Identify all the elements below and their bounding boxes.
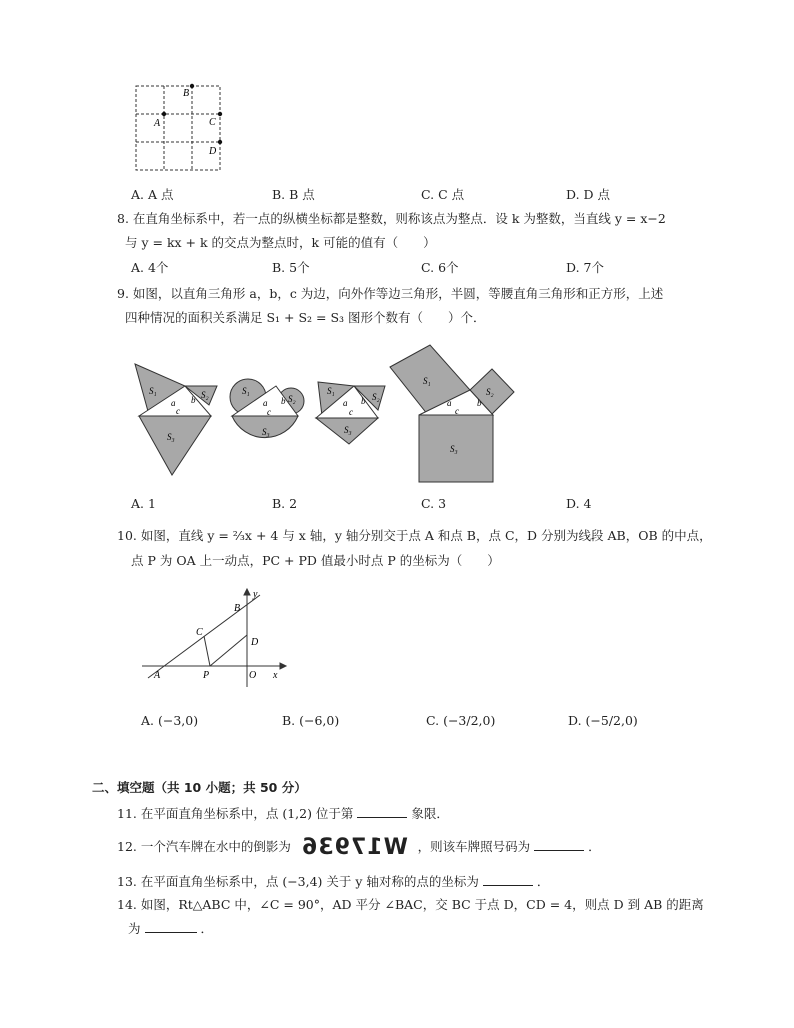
svg-text:O: O: [249, 670, 257, 681]
grid-label-d: D: [209, 146, 217, 157]
q7-option-c[interactable]: C. C 点: [421, 187, 465, 202]
q14-answer-blank[interactable]: [145, 919, 197, 933]
q12-text-end: ．: [588, 839, 601, 854]
q9-figures: [125, 340, 525, 490]
q11-text-end: 象限．: [411, 806, 449, 821]
svg-text:a: a: [263, 398, 268, 408]
svg-text:P: P: [203, 670, 210, 681]
q7-option-d[interactable]: D. D 点: [566, 187, 611, 202]
q8-stem-line2: 与 y = kx + k 的交点为整点时，k 可能的值有（ ）: [125, 235, 436, 250]
q12-row: [117, 834, 601, 860]
q7-grid-figure: [128, 80, 228, 175]
q9-option-a[interactable]: A. 1: [131, 496, 156, 511]
q8-stem-line1: 8. 在直角坐标系中，若一点的纵横坐标都是整数，则称该点为整点．设 k 为整数，当直线 y = x−2: [117, 211, 666, 226]
svg-text:c: c: [176, 406, 180, 416]
svg-text:S₁: S₁: [423, 376, 431, 386]
q14-stem-line1: 14. 如图，Rt△ABC 中，∠C = 90°，AD 平分 ∠BAC，交 BC 于点 D，CD = 4，则点 D 到 AB 的距离: [117, 897, 704, 912]
q9-stem-line2: 四种情况的面积关系满足 S₁ + S₂ = S₃ 图形个数有（ ）个．: [125, 310, 486, 325]
svg-text:b: b: [191, 395, 196, 405]
grid-label-a: A: [154, 118, 161, 129]
q12-plate-reflection: W17936: [300, 834, 408, 860]
q8-option-b[interactable]: B. 5个: [272, 260, 310, 275]
q12-text-mid: ，则该车牌照号码为: [417, 839, 531, 854]
svg-text:S₁: S₁: [149, 386, 157, 396]
svg-text:c: c: [267, 407, 271, 417]
svg-text:b: b: [477, 398, 482, 408]
svg-text:S₂: S₂: [486, 387, 494, 397]
svg-text:a: a: [447, 398, 452, 408]
grid-label-c: C: [209, 117, 216, 128]
svg-text:S₂: S₂: [288, 394, 296, 404]
svg-text:c: c: [349, 407, 353, 417]
svg-text:a: a: [171, 398, 176, 408]
seg-cp: [204, 636, 210, 666]
q10-stem-line1: 10. 如图，直线 y = ⅔x + 4 与 x 轴，y 轴分别交于点 A 和点 B，点 C，D 分别为线段 AB，OB 的中点，: [117, 528, 712, 543]
svg-text:A: A: [154, 670, 161, 681]
q7-option-b[interactable]: B. B 点: [272, 187, 315, 202]
q13-row: [117, 872, 549, 891]
svg-text:S₃: S₃: [262, 427, 270, 437]
q10-option-a[interactable]: A. (−3,0): [141, 713, 199, 728]
section2-title: 二、填空题（共 10 小题；共 50 分）: [92, 780, 307, 795]
q9-option-d[interactable]: D. 4: [566, 496, 592, 511]
q9-stem-line1: 9. 如图，以直角三角形 a，b，c 为边，向外作等边三角形，半圆，等腰直角三角形和正方形，上述: [117, 286, 664, 301]
grid-label-b: B: [183, 88, 190, 99]
svg-text:x: x: [273, 670, 278, 681]
fig1-tri-s3: [139, 416, 211, 475]
q13-text-end: ．: [536, 874, 550, 889]
svg-text:b: b: [361, 396, 366, 406]
q8-option-d[interactable]: D. 7个: [566, 260, 604, 275]
svg-text:C: C: [196, 627, 203, 638]
q8-option-a[interactable]: A. 4个: [131, 260, 169, 275]
q8-option-c[interactable]: C. 6个: [421, 260, 459, 275]
seg-pd: [210, 635, 247, 666]
q10-option-b[interactable]: B. (−6,0): [282, 713, 340, 728]
q9-option-b[interactable]: B. 2: [272, 496, 298, 511]
q10-figure: [138, 585, 298, 690]
q13-answer-blank[interactable]: [483, 872, 533, 886]
q10-stem-line2: 点 P 为 OA 上一动点，PC + PD 值最小时点 P 的坐标为（ ）: [131, 553, 500, 568]
svg-text:c: c: [455, 406, 459, 416]
q14-row2: [128, 919, 213, 938]
q12-text: 12. 一个汽车牌在水中的倒影为: [117, 839, 291, 854]
q14-text-end: ．: [200, 921, 213, 936]
q9-option-c[interactable]: C. 3: [421, 496, 447, 511]
svg-text:y: y: [253, 589, 258, 600]
svg-text:D: D: [251, 637, 259, 648]
q10-option-d[interactable]: D. (−5/2,0): [568, 713, 638, 728]
q11-row: [117, 804, 449, 823]
svg-text:B: B: [234, 603, 241, 614]
q14-text: 为: [128, 921, 141, 936]
svg-text:S₃: S₃: [167, 432, 175, 442]
q12-answer-blank[interactable]: [534, 837, 584, 851]
q11-answer-blank[interactable]: [357, 804, 407, 818]
q11-text: 11. 在平面直角坐标系中，点 (1,2) 位于第: [117, 806, 354, 821]
svg-text:S₃: S₃: [450, 444, 458, 454]
svg-text:S₂: S₂: [372, 392, 380, 402]
svg-text:b: b: [281, 396, 286, 406]
q7-option-a[interactable]: A. A 点: [131, 187, 174, 202]
svg-text:S₁: S₁: [327, 386, 335, 396]
svg-text:S₂: S₂: [201, 390, 209, 400]
q13-text: 13. 在平面直角坐标系中，点 (−3,4) 关于 y 轴对称的点的坐标为: [117, 874, 479, 889]
svg-text:S₁: S₁: [242, 386, 250, 396]
svg-text:S₃: S₃: [344, 425, 352, 435]
q10-option-c[interactable]: C. (−3/2,0): [426, 713, 496, 728]
svg-text:a: a: [343, 398, 348, 408]
